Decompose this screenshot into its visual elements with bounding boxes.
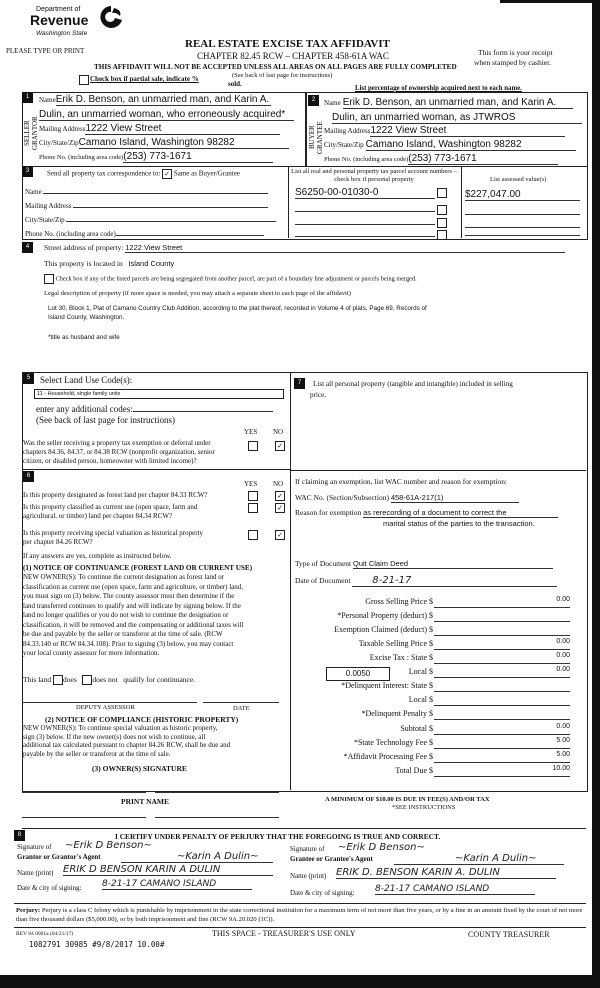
label: Date & city of signing: bbox=[290, 889, 355, 897]
label: Grantor or Grantor's Agent bbox=[17, 853, 101, 861]
correspondence-mailing-field[interactable] bbox=[25, 199, 268, 210]
text-line: classification as current use (open space, farm and agriculture, or timber) land, bbox=[23, 582, 244, 591]
grantor-name-print[interactable]: ERIK D BENSON KARIN A DULIN bbox=[63, 864, 273, 876]
form-title: REAL ESTATE EXCISE TAX AFFIDAVIT bbox=[185, 38, 390, 50]
value: as rerecording of a document to correct the bbox=[363, 508, 558, 518]
form-revision: REV 84 0001a (04/21/17) bbox=[16, 931, 74, 937]
label: Phone No. (including area code) bbox=[324, 156, 409, 163]
label: City/State/Zip bbox=[324, 141, 364, 149]
warning: THIS AFFIDAVIT WILL NOT BE ACCEPTED UNLESS ALL AREAS ON ALL PAGES ARE FULLY COMPLETED bbox=[94, 63, 457, 71]
exemption-label: If claiming an exemption, list WAC number and reason for exemption: bbox=[295, 477, 508, 486]
print-name-label: PRINT NAME bbox=[121, 797, 169, 806]
text-line: land no longer qualifies or you do not wish to continue the designation or bbox=[23, 611, 229, 619]
personal-property-label: price. bbox=[310, 391, 327, 399]
value: (253) 773-1671 bbox=[123, 151, 273, 163]
forest-land-question: Is this property designated as forest land per chapter 84.33 RCW? bbox=[23, 491, 208, 499]
buyer-city-field[interactable] bbox=[324, 139, 576, 151]
receipt-note: when stamped by cashier. bbox=[474, 58, 552, 67]
text-line: NEW OWNER(S): To continue the current designation as forest land or bbox=[23, 573, 225, 581]
text-line: sign (3) below. If the new owner(s) does not wish to continue, all bbox=[23, 732, 206, 741]
treasurer-use-label: THIS SPACE - TREASURER'S USE ONLY bbox=[212, 929, 356, 938]
amount-label: *Delinquent Penalty $ bbox=[361, 709, 433, 718]
value: Camano Island, Washington 98282 bbox=[366, 139, 576, 151]
label: Phone No. (including area code) bbox=[25, 230, 116, 238]
label: Name bbox=[324, 99, 341, 107]
label: This property is located in bbox=[44, 259, 123, 268]
label: Street address of property: bbox=[44, 243, 124, 252]
print-name-line[interactable] bbox=[155, 817, 279, 818]
same-as-buyer-checkbox[interactable]: ✓ bbox=[162, 169, 172, 179]
amount-value[interactable]: 0.00 bbox=[434, 652, 570, 664]
amount-label: *Affidavit Processing Fee $ bbox=[343, 752, 433, 761]
amount-value[interactable]: 0.00 bbox=[434, 638, 570, 650]
section-number: 1 bbox=[22, 92, 33, 103]
grantee-date-city[interactable]: 8-21-17 CAMANO ISLAND bbox=[375, 884, 535, 895]
parcel-column bbox=[288, 166, 462, 238]
receipt-note: This form is your receipt bbox=[478, 48, 553, 57]
see-instructions: *SEE INSTRUCTIONS bbox=[392, 804, 456, 811]
scan-edge-right bbox=[592, 0, 600, 988]
label: Grantee or Grantee's Agent bbox=[290, 855, 373, 863]
label: Mailing Address bbox=[25, 202, 72, 210]
personal-property-checkbox[interactable] bbox=[437, 188, 447, 198]
section-number: 4 bbox=[22, 242, 33, 253]
owner-signature-line[interactable] bbox=[155, 792, 279, 793]
text-line: 84.33.140 or RCW 84.34.108). Prior to signing (3) below, you may contact bbox=[23, 639, 234, 648]
buyer-name-line2[interactable]: Dulin, an unmarried woman, as JTWROS bbox=[332, 112, 582, 124]
text: Perjury is a class C felony which is punishable by imprisonment in the state correctional institution for a maximum term of not more than five years, or by a fine in an amount fixed by the court of not more than five thousand dollars ($5,000.00), or by both imprisonment and fine (RCW 9A.20.020 (1C)). bbox=[16, 907, 583, 923]
footer-line bbox=[14, 927, 586, 928]
list-percentage: List percentage of ownership acquired next to each name. bbox=[355, 85, 522, 92]
label: SELLER bbox=[23, 120, 31, 147]
notice-continuance-text bbox=[23, 573, 243, 659]
grantee-signature[interactable]: ~Erik D Benson~ bbox=[338, 842, 425, 853]
reason-field[interactable] bbox=[295, 508, 558, 518]
notice-continuance-title: (1) NOTICE OF CONTINUANCE (FOREST LAND OR CURRENT USE) bbox=[23, 564, 253, 572]
value: Camano Island, Washington 98282 bbox=[79, 137, 289, 149]
section-number: 8 bbox=[14, 830, 25, 841]
amount-value[interactable]: 10.00 bbox=[434, 765, 570, 777]
grantor-date-city[interactable]: 8-21-17 CAMANO ISLAND bbox=[102, 879, 252, 890]
scan-edge-top bbox=[500, 0, 592, 3]
correspondence-name-field[interactable] bbox=[25, 185, 268, 196]
dor-logo bbox=[28, 4, 128, 40]
assessed-value[interactable]: $227,047.00 bbox=[465, 189, 580, 201]
section-3 bbox=[22, 166, 588, 240]
amount-value[interactable] bbox=[434, 680, 570, 692]
forest-yes-checkbox[interactable] bbox=[248, 491, 258, 501]
legal-description: Lot 30, Block 1, Plat of Camano Country Club Addition, according to the plat thereof, recorded in Volume 4 of plats, Page 69, Records of bbox=[48, 305, 427, 312]
label: Same as Buyer/Grantee bbox=[173, 169, 240, 178]
grantee-signature-block bbox=[290, 842, 580, 905]
cashier-stamp: 1082791 30985 #9/8/2017 10.00# bbox=[29, 940, 165, 949]
personal-property-checkbox[interactable] bbox=[437, 230, 447, 240]
correspondence-phone-field[interactable] bbox=[25, 227, 264, 238]
owner-signature-line[interactable] bbox=[22, 792, 146, 793]
grantor-signature-block bbox=[17, 840, 277, 903]
seller-mailing-field[interactable] bbox=[39, 123, 280, 135]
section-number: 2 bbox=[308, 95, 319, 106]
notice-compliance-text bbox=[23, 724, 230, 758]
label: City/State/Zip bbox=[39, 139, 79, 147]
text-line: classification, it will be removed and the compensating or additional taxes will bbox=[23, 620, 244, 629]
legal-description: Island County, Washington. bbox=[48, 314, 125, 321]
logo-text: Revenue bbox=[30, 12, 89, 28]
section-number: 5 bbox=[23, 373, 34, 384]
assessed-value[interactable] bbox=[465, 203, 580, 215]
amount-value[interactable]: 0.00 bbox=[434, 666, 570, 678]
perjury-notice bbox=[16, 906, 588, 924]
doc-date-field[interactable] bbox=[295, 575, 557, 587]
current-use-yes-checkbox[interactable] bbox=[248, 503, 258, 513]
scan-edge-bottom bbox=[0, 975, 600, 988]
label: Name bbox=[39, 96, 56, 104]
seller-name-line2[interactable]: Dulin, an unmarried woman, who erroneously acquired* bbox=[39, 109, 294, 121]
value: (253) 773-1671 bbox=[408, 153, 558, 165]
section-number: 6 bbox=[23, 471, 34, 482]
label: Perjury: bbox=[16, 907, 41, 914]
section-8-top-line bbox=[22, 828, 586, 829]
label: This land bbox=[23, 675, 52, 684]
label: Date & city of signing: bbox=[17, 884, 82, 892]
amount-label: Total Due $ bbox=[395, 766, 433, 775]
value: 1222 View Street bbox=[125, 243, 565, 253]
please-type: PLEASE TYPE OR PRINT bbox=[6, 47, 85, 55]
see-back: (See back of last page for instructions) bbox=[232, 72, 333, 79]
street-address-field[interactable] bbox=[44, 243, 565, 253]
label: Send all property tax correspondence to: bbox=[47, 169, 161, 178]
segregated-checkbox[interactable] bbox=[44, 274, 54, 284]
text-line: your local county assessor for more information. bbox=[23, 649, 160, 657]
grantor-signature[interactable]: ~Erik D Benson~ bbox=[65, 840, 152, 851]
amount-value[interactable]: 5.00 bbox=[434, 737, 570, 749]
deputy-assessor-line[interactable] bbox=[22, 702, 197, 703]
value: 1222 View Street bbox=[370, 125, 565, 137]
additional-codes-field[interactable] bbox=[36, 402, 273, 414]
seller-city-field[interactable] bbox=[39, 137, 289, 149]
current-use-question: Is this property classified as current use (open space, farm and bbox=[23, 503, 198, 511]
amount-value[interactable] bbox=[434, 708, 570, 720]
deputy-assessor-label: DEPUTY ASSESSOR bbox=[76, 704, 135, 711]
buyer-name-field[interactable] bbox=[324, 97, 573, 109]
date-line[interactable] bbox=[203, 702, 279, 703]
historical-yes-checkbox[interactable] bbox=[248, 530, 258, 540]
personal-property-label: List all personal property (tangible and intangible) included in selling bbox=[313, 380, 513, 388]
grantee-signature-2[interactable]: ~Karin A Dulin~ bbox=[455, 853, 537, 864]
value: 458-61A-217(1) bbox=[391, 493, 519, 503]
amount-value[interactable] bbox=[434, 694, 570, 706]
doc-type-field[interactable] bbox=[295, 559, 553, 569]
amount-label: Local $ bbox=[408, 667, 433, 676]
signature-line bbox=[121, 862, 273, 863]
label: Name bbox=[25, 188, 42, 196]
buyer-mailing-field[interactable] bbox=[324, 125, 565, 137]
label: Name (print) bbox=[17, 869, 54, 877]
same-as-buyer-row bbox=[47, 169, 240, 179]
label: Type of Document bbox=[295, 559, 352, 568]
amount-label: Local $ bbox=[408, 695, 433, 704]
text-line: payable by the seller or transferor at the time of sale. bbox=[23, 749, 171, 758]
no-header: NO bbox=[273, 480, 284, 488]
label: does bbox=[63, 675, 77, 684]
label: Date of Document bbox=[295, 576, 351, 585]
label: GRANTEE bbox=[316, 121, 324, 154]
wac-field[interactable] bbox=[295, 493, 519, 503]
correspondence-city-field[interactable] bbox=[25, 213, 276, 224]
legal-note: *title as husband and wife bbox=[48, 334, 120, 341]
value: 8-21-17 bbox=[352, 575, 557, 587]
exemption-question: chapters 84.36, 84.37, or 84.38 RCW (nonprofit organization, senior bbox=[23, 448, 215, 456]
parcel-row[interactable] bbox=[295, 225, 447, 240]
amount-label: Taxable Selling Price $ bbox=[358, 639, 433, 648]
legal-label: Legal description of property (if more space is needed, you may attach a separate sheet to each page of the affidavit) bbox=[44, 290, 351, 297]
section-1-seller bbox=[22, 92, 307, 167]
owner-signature-label: (3) OWNER(S) SIGNATURE bbox=[92, 764, 187, 773]
parcel-number bbox=[295, 225, 435, 237]
value: Quit Claim Deed bbox=[353, 559, 553, 569]
continuance-row bbox=[23, 675, 195, 685]
amount-label: Gross Selling Price $ bbox=[365, 597, 433, 606]
section-8-bottom-line bbox=[14, 903, 586, 904]
label: GRANTOR bbox=[31, 116, 39, 151]
exemption-question: citizen, or disabled person, homeowner with limited income)? bbox=[23, 457, 197, 465]
forest-no-checkbox[interactable]: ✓ bbox=[275, 491, 285, 501]
grantor-signature-2[interactable]: ~Karin A Dulin~ bbox=[177, 851, 259, 862]
label: Mailing Address bbox=[39, 125, 86, 133]
text-line: you must sign on (3) below. The county assessor must then determine if the bbox=[23, 592, 235, 600]
exemption-yes-checkbox[interactable] bbox=[248, 441, 258, 451]
amount-label: Exemption Claimed (deduct) $ bbox=[334, 625, 433, 634]
chapter: CHAPTER 82.45 RCW – CHAPTER 458-61A WAC bbox=[197, 51, 389, 61]
current-use-question: agricultural, or timber) land per chapter 84.34 RCW? bbox=[23, 512, 173, 520]
historical-question: Is this property receiving special valuation as historical property bbox=[23, 529, 204, 537]
parcel-number bbox=[295, 200, 435, 212]
section-7-exemption-divider bbox=[290, 470, 586, 471]
label: City/State/Zip bbox=[25, 216, 65, 224]
sold-label: sold. bbox=[228, 80, 242, 88]
label: Signature of bbox=[290, 845, 325, 853]
minimum-notice: A MINIMUM OF $10.00 IS DUE IN FEE(S) AND/OR TAX bbox=[325, 796, 490, 803]
amount-label: Subtotal $ bbox=[400, 724, 433, 733]
amount-label: *Personal Property (deduct) $ bbox=[337, 611, 433, 620]
amount-value[interactable]: 0.00 bbox=[434, 723, 570, 735]
section-number: 3 bbox=[22, 166, 33, 177]
amount-label: Excise Tax : State $ bbox=[369, 653, 433, 662]
if-yes-note: If any answers are yes, complete as instructed below. bbox=[23, 552, 172, 560]
county-field bbox=[44, 259, 174, 268]
value: 1222 View Street bbox=[85, 123, 280, 135]
exemption-no-checkbox[interactable]: ✓ bbox=[275, 441, 285, 451]
land-use-select[interactable]: 11 - Household, single family units bbox=[34, 389, 284, 399]
local-rate-box[interactable]: 0.0050 bbox=[326, 667, 390, 681]
yes-header: YES bbox=[244, 480, 258, 488]
assessed-header: List assessed value(s) bbox=[490, 176, 547, 183]
label: Phone No. (including area code) bbox=[39, 154, 124, 161]
county-treasurer-label: COUNTY TREASURER bbox=[468, 930, 550, 939]
land-use-label: Select Land Use Code(s): bbox=[40, 375, 133, 385]
seller-phone-field[interactable] bbox=[39, 151, 273, 163]
label: enter any additional codes: bbox=[36, 404, 133, 414]
current-use-no-checkbox[interactable]: ✓ bbox=[275, 503, 285, 513]
text-line: additional tax calculated pursuant to chapter 84.26 RCW, shall be due and bbox=[23, 741, 231, 749]
label: Name (print) bbox=[290, 872, 327, 880]
buyer-phone-field[interactable] bbox=[324, 153, 558, 165]
reason-line2: marital status of the parties to the transaction. bbox=[383, 519, 535, 528]
exemption-question: Was the seller receiving a property tax exemption or deferral under bbox=[23, 439, 211, 447]
label: Reason for exemption bbox=[295, 508, 362, 517]
seller-grantor-label bbox=[23, 111, 39, 156]
section-2-buyer bbox=[305, 92, 588, 167]
amount-label: *State Technology Fee $ bbox=[353, 738, 433, 747]
parcel-header: List all real and personal property tax parcel account numbers – check box if personal property bbox=[291, 168, 457, 183]
notice-compliance-title: (2) NOTICE OF COMPLIANCE (HISTORIC PROPERTY) bbox=[45, 715, 239, 724]
historical-no-checkbox[interactable]: ✓ bbox=[275, 530, 285, 540]
signature-line bbox=[394, 864, 564, 865]
label: Check box if any of the listed parcels are being segregated from another parcel, are part of a boundary line adjustment or parcels being merged. bbox=[55, 275, 417, 283]
section-number: 7 bbox=[294, 378, 305, 389]
partial-sale-label: Check box if partial sale, indicate % bbox=[90, 75, 199, 83]
historical-question: per chapter 84.26 RCW? bbox=[23, 538, 93, 546]
parcel-number bbox=[295, 213, 435, 225]
see-back-note: (See back of last page for instructions) bbox=[36, 415, 175, 425]
value: Erik D. Benson, an unmarried man, and Karin A. bbox=[55, 94, 270, 105]
amount-value[interactable]: 0.00 bbox=[434, 596, 570, 608]
label: qualify for continuance. bbox=[123, 675, 196, 684]
date-label: DATE bbox=[233, 705, 250, 712]
logo-swirl-icon bbox=[98, 4, 124, 32]
parcel-number: S6250-00-01030-0 bbox=[295, 187, 435, 199]
label: Mailing Address bbox=[324, 127, 371, 135]
text-line: land transferred continues to qualify and will indicate by signing below. If the bbox=[23, 601, 241, 610]
certify-statement: I CERTIFY UNDER PENALTY OF PERJURY THAT THE FOREGOING IS TRUE AND CORRECT. bbox=[115, 832, 441, 841]
label: does not bbox=[92, 675, 118, 684]
section-5-6-divider bbox=[22, 469, 290, 470]
logo-text: Washington State bbox=[36, 30, 88, 37]
assessed-value[interactable] bbox=[465, 229, 580, 236]
assessed-value[interactable] bbox=[465, 216, 580, 228]
segregated-row bbox=[44, 274, 417, 284]
amount-label: *Delinquent Interest: State $ bbox=[341, 681, 433, 690]
does-not-checkbox[interactable] bbox=[82, 675, 92, 685]
label: BUYER bbox=[308, 125, 316, 150]
yes-header: YES bbox=[244, 428, 258, 436]
seller-name-field[interactable] bbox=[39, 94, 271, 106]
partial-sale-checkbox[interactable] bbox=[79, 75, 89, 85]
amount-value[interactable]: 5.00 bbox=[434, 751, 570, 763]
county-value: Island County bbox=[128, 259, 175, 268]
no-header: NO bbox=[273, 428, 284, 436]
amount-value[interactable] bbox=[434, 624, 570, 636]
value: Erik D. Benson, an unmarried man, and Karin A. bbox=[343, 97, 573, 109]
label: WAC No. (Section/Subsection) bbox=[295, 493, 389, 502]
parcel-row[interactable] bbox=[295, 187, 447, 199]
text-line: be due and payable by the seller or transferor at the time of sale. (RCW bbox=[23, 630, 223, 638]
print-name-line[interactable] bbox=[22, 817, 146, 818]
logo-text: Department of bbox=[36, 6, 81, 13]
buyer-grantee-label bbox=[308, 115, 324, 160]
label: Signature of bbox=[17, 843, 52, 851]
text-line: NEW OWNER(S): To continue special valuation as historic property, bbox=[23, 724, 218, 732]
does-checkbox[interactable] bbox=[53, 675, 63, 685]
grantee-name-print[interactable]: ERIK D. BENSON KARIN A. DULIN bbox=[336, 867, 556, 879]
amount-value[interactable] bbox=[434, 610, 570, 622]
